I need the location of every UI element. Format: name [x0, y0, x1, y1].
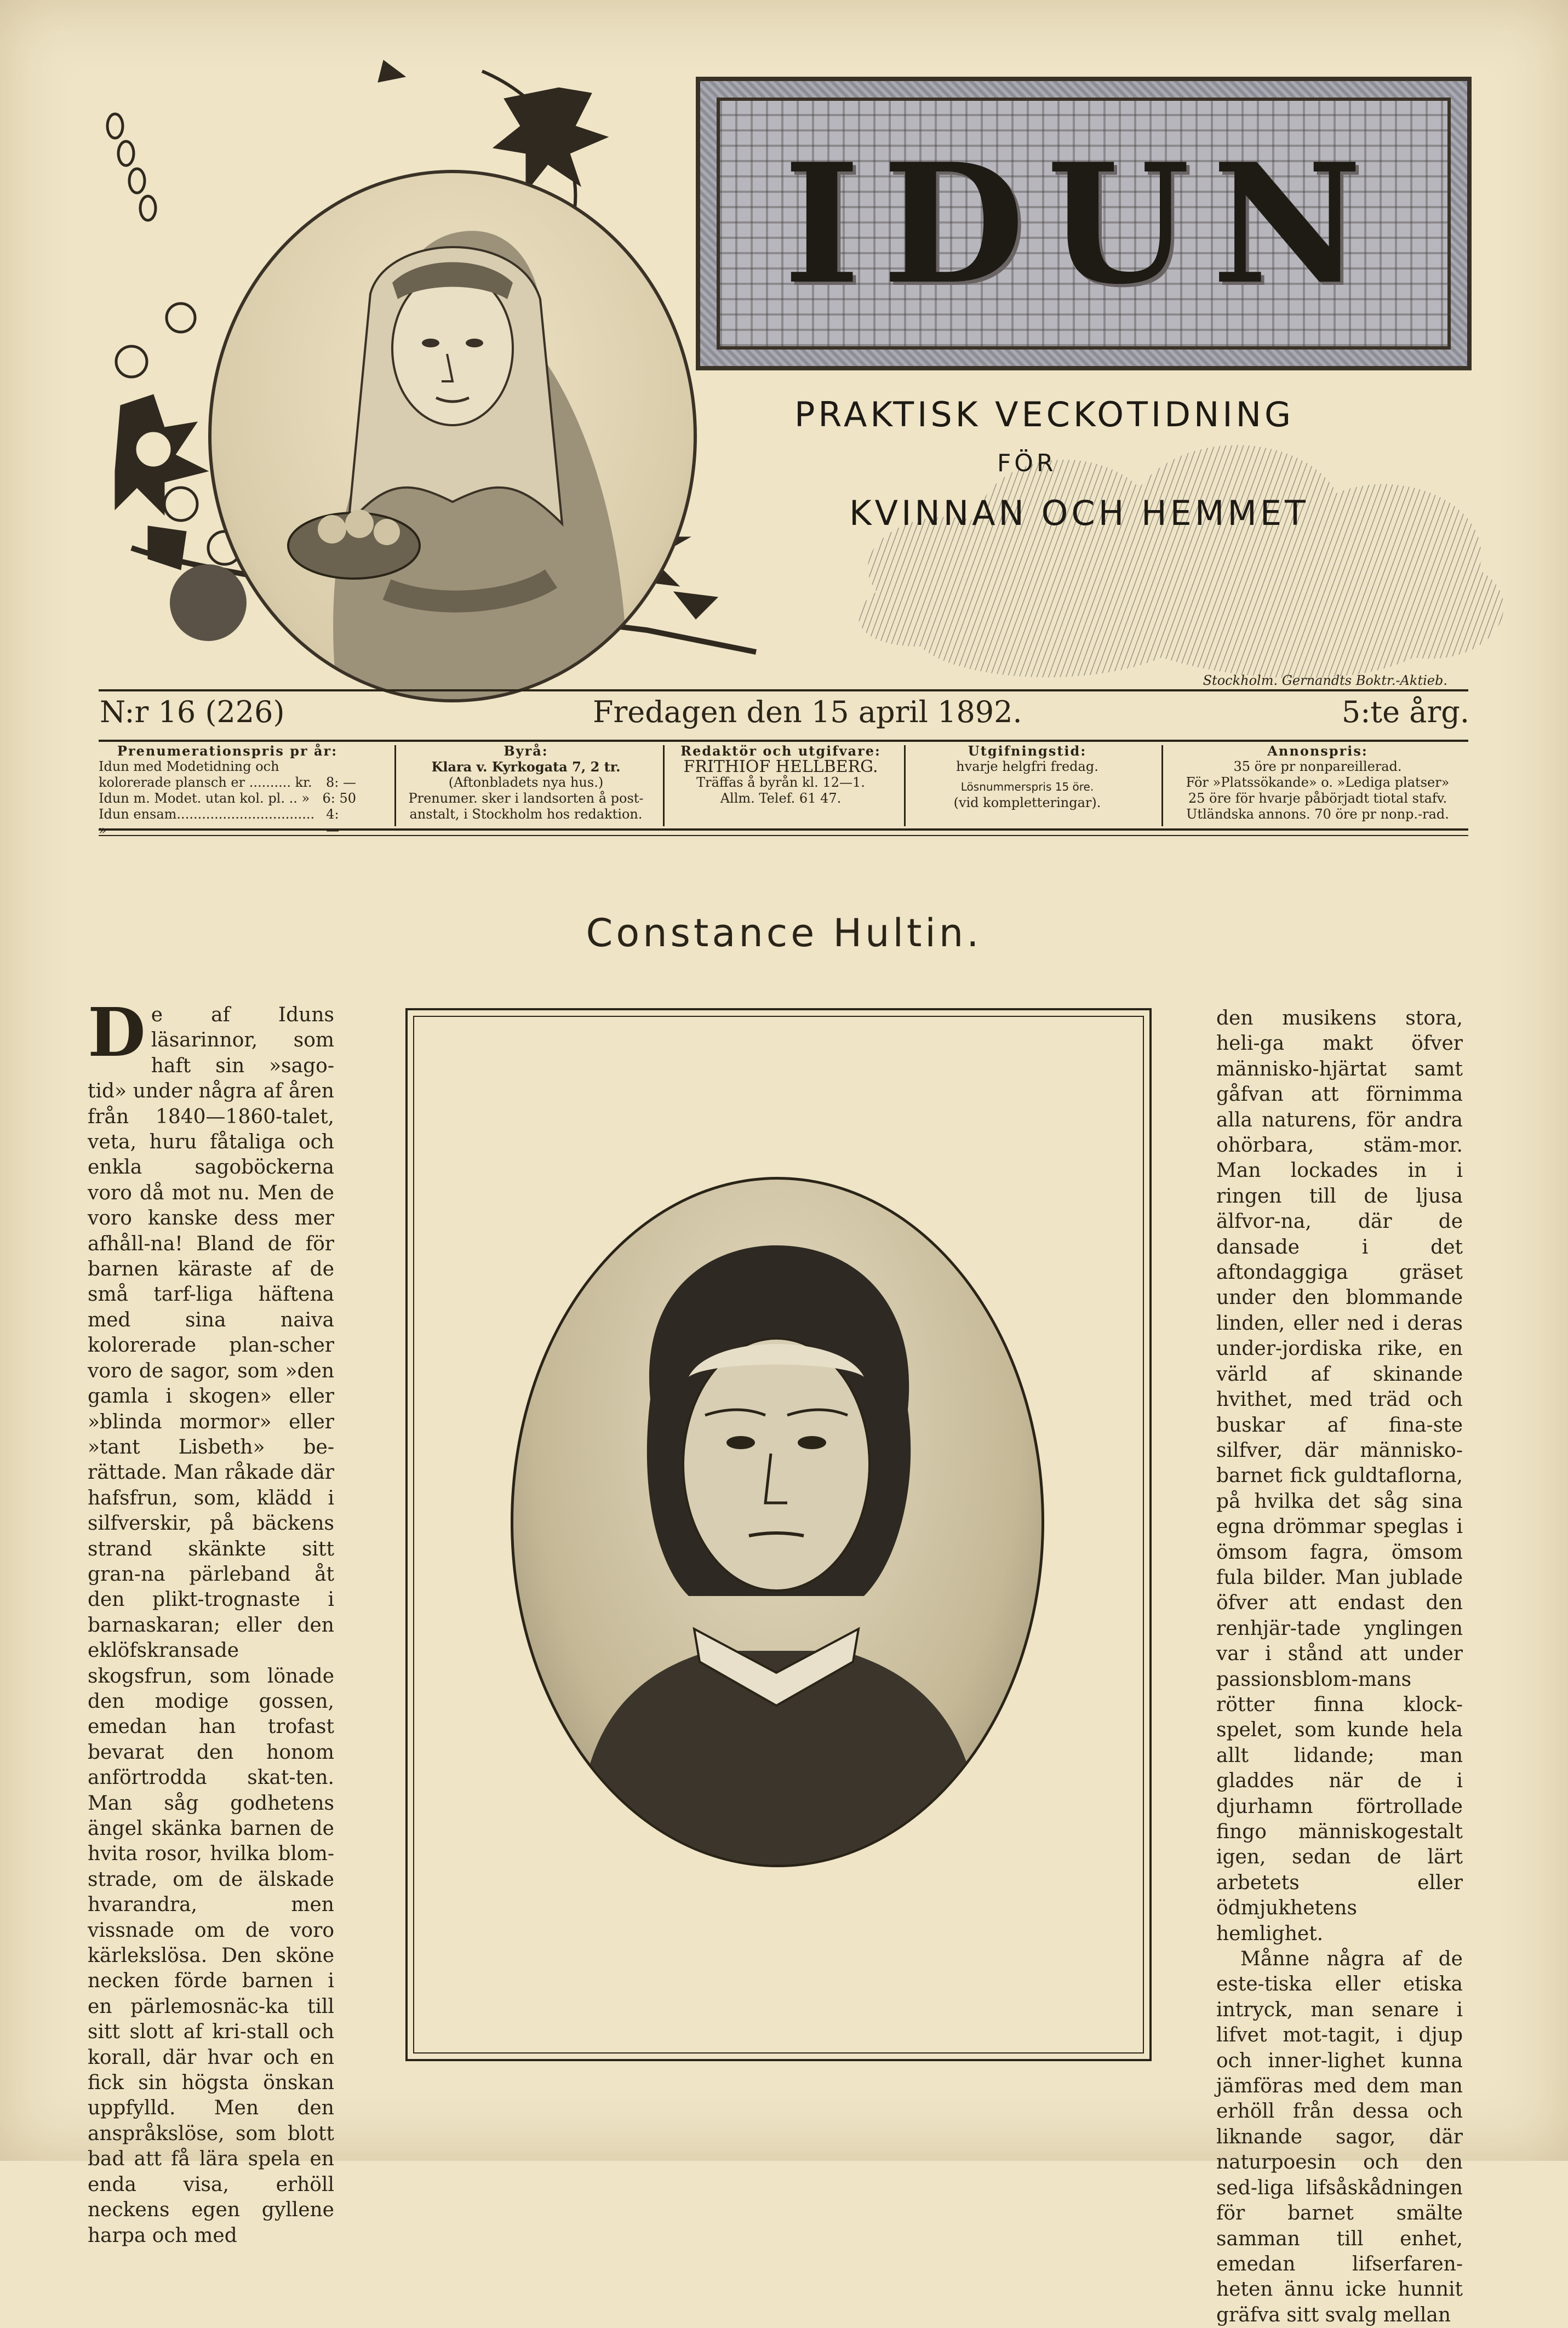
issue-volume: 5:te årg.: [1341, 695, 1469, 729]
article-text-right-2: Månne några af de este-tiska eller etiska intryck, man senare i lifvet mot-tagit, i djup och inner-lighet kunna jämföras med dem man erhöll från dessa och liknande sagor, där naturpoesin och den sed-liga lifsåskådningen för barnet smälte samman till enhet, emedan lifserfaren-heten ännu icke hunnit gräfva sitt svalg mellan: [1216, 1948, 1463, 2326]
subscription-row: kolorerade plansch er .......... kr. 8: —: [99, 775, 356, 790]
drop-cap: D: [88, 993, 146, 1072]
constance-hultin-portrait: [513, 1180, 1041, 1864]
single-copy-note: (vid kompletteringar).: [953, 795, 1101, 810]
issue-line: [100, 695, 1469, 733]
article-text-right-1: den musikens stora, heli-ga makt öfver människo-hjärtat samt gåfvan att förnimma alla naturens, för andra ohörbara, stäm-mor. Man lockades in i ringen till de ljusa älfvor-na, där de dansade i det aftondaggiga gräset under den blommande linden, eller ned i deras under-jordiska rike, en värld af skinande hvithet, med träd och buskar af fina-ste silfver, där människo-barnet fick guldtaflorna, på hvilka det såg sina egna drömmar speglas i ömsom fagra, ömsom fula bilder. Man jublade öfver att endast den renhjär-tade ynglingen var i stånd att under passionsblom-mans rötter finna klock-spelet, som kunde hela allt lidande; man gladdes när de i djurhamn förtrollade fingo människogestalt igen, sedan de lärt arbetets eller ödmjukhetens hemlighet.: [1216, 1007, 1463, 1945]
subscription-row: Idun m. Modet. utan kol. pl. .. » 6: 50: [99, 791, 356, 806]
issue-date: Fredagen den 15 april 1892.: [593, 695, 1022, 729]
office-note-2: anstalt, i Stockholm hos redaktion.: [409, 806, 643, 822]
ads-line: 35 öre pr nonpareillerad.: [1233, 759, 1402, 774]
office-note-1: Prenumer. sker i landsorten å post-: [408, 791, 644, 806]
masthead-subtitle-line3: KVINNAN OCH HEMMET: [849, 493, 1309, 533]
editor-phone: Allm. Telef. 61 47.: [720, 791, 842, 806]
office-building: (Aftonbladets nya hus.): [448, 775, 604, 790]
masthead-title: IDUN: [783, 127, 1384, 321]
publication-schedule: hvarje helgfri fredag.: [956, 759, 1098, 774]
editor-heading: Redaktör och utgifvare:: [680, 743, 881, 759]
info-table: [99, 743, 1468, 838]
ads-heading: Annonspris:: [1267, 743, 1368, 759]
rule-bottom: [99, 828, 1468, 831]
publication-heading: Utgifningstid:: [968, 743, 1087, 759]
issue-number: N:r 16 (226): [100, 695, 285, 729]
title-banner: [696, 77, 1472, 370]
ads-line: 25 öre för hvarje påbörjadt tiotal stafv.: [1188, 791, 1447, 806]
divider: [1161, 745, 1163, 826]
masthead-subtitle-line2: FÖR: [997, 449, 1057, 477]
subscription-row: Idun ensam................................. » 4: —: [99, 806, 340, 838]
rule-middle: [99, 740, 1468, 742]
portrait-oval: [511, 1177, 1044, 1867]
single-copy-price: Lösnummerspris 15 öre.: [960, 780, 1094, 793]
article-column-left: [88, 993, 334, 2249]
publication-cell: [904, 743, 1151, 826]
office-heading: Byrå:: [503, 743, 548, 759]
rule-bottom-thin: [99, 835, 1468, 836]
editor-cell: [663, 743, 899, 826]
idun-figure-illustration: [211, 173, 694, 699]
rule-top: [99, 689, 1468, 691]
subscription-cell: [99, 743, 356, 838]
ads-line: För »Platssökande» o. »Lediga platser»: [1186, 775, 1450, 790]
article-column-right: [1216, 1006, 1463, 2328]
subscription-row: Idun med Modetidning och: [99, 759, 279, 774]
office-cell: [394, 743, 657, 826]
article-title: Constance Hultin.: [586, 911, 982, 956]
idun-portrait-oval: [208, 170, 697, 702]
ads-cell: [1167, 743, 1468, 826]
printer-credit: Stockholm. Gernandts Boktr.-Aktieb.: [1203, 673, 1447, 688]
masthead: [99, 55, 1479, 679]
office-address: Klara v. Kyrkogata 7, 2 tr.: [431, 759, 621, 775]
editor-hours: Träffas å byrån kl. 12—1.: [696, 775, 865, 790]
subscription-heading: Prenumerationspris pr år:: [117, 743, 338, 759]
editor-name: FRITHIOF HELLBERG.: [683, 757, 878, 776]
article-text-left: e af Iduns läsarinnor, som haft sin »sago-tid» under några af åren från 1840—1860-talet, veta, huru fåtaliga och enkla sagoböckerna voro då mot nu. Men de voro kanske dess mer afhåll-na! Bland de för barnen käraste af de små tarf-liga häftena med sina naiva kolorerade plan-scher voro de sagor, som »den gamla i skogen» eller »blinda mormor» eller »tant Lisbeth» be-rättade. Man råkade där hafsfrun, som, klädd i silfverskir, på bäckens strand skänkte sitt gran-na pärleband åt den plikt-trognaste i barnaskaran; eller den eklöfskransade skogsfrun, som lönade den modige gossen, emedan han trofast bevarat den honom anförtrodda skat-ten. Man såg godhetens ängel skänka barnen de hvita rosor, hvilka blom-strade, om de älskade hvarandra, men vissnade om de voro kärlekslösa. Den sköne necken förde barnen i en pärlemosnäc-ka till sitt slott af kri-stall och korall, där hvar och en fick sin högsta önskan uppfylld. Men den anspråkslöse, som blott bad att få lära spela en enda visa, erhöll neckens egen gyllene harpa och med: [88, 1004, 334, 2247]
masthead-subtitle-line1: PRAKTISK VECKOTIDNING: [794, 394, 1295, 434]
ads-line: Utländska annons. 70 öre pr nonp.-rad.: [1186, 806, 1449, 822]
